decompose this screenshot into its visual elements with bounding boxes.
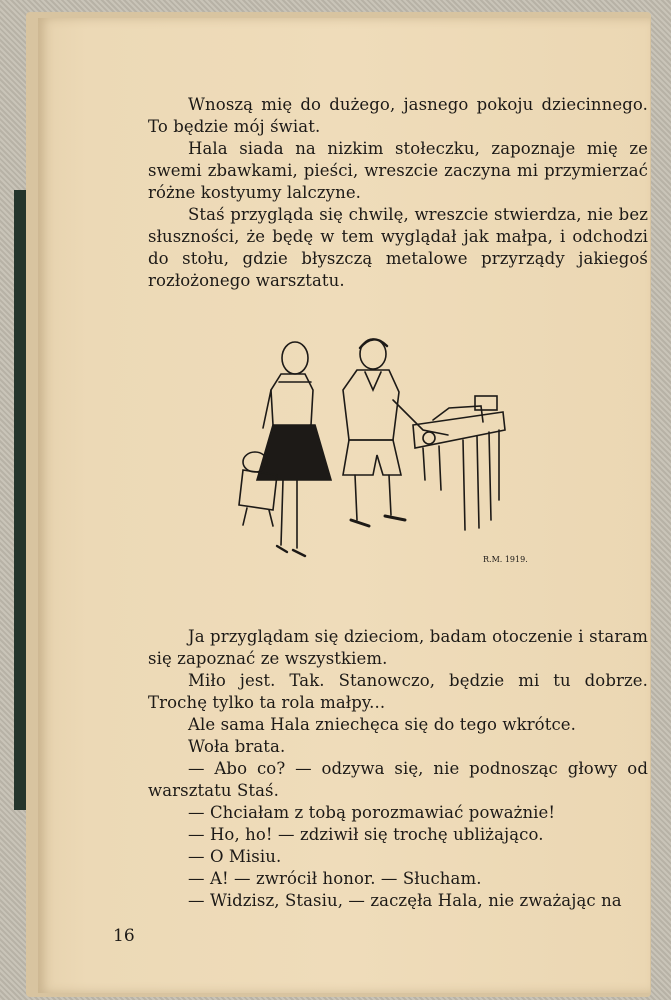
paragraph: Wnoszą mię do dużego, jasnego pokoju dziecinnego. To będzie mój świat.: [148, 95, 648, 136]
dialog-line: — Abo co? — odzywa się, nie podnosząc głowy od warsztatu Staś.: [148, 759, 648, 800]
dialog-line: — A! — zwrócił honor. — Słucham.: [188, 869, 482, 888]
dialog-line: — Widzisz, Stasiu, — zaczęła Hala, nie zważając na: [188, 891, 622, 910]
dialog-line: — Chciałam z tobą porozmawiać poważnie!: [188, 803, 556, 822]
paragraph: Hala siada na nizkim stołeczku, zapoznaje mię ze swemi zbawkami, pieści, wreszcie zaczyna mi przymierzać różne kostyumy lalczyne.: [148, 139, 648, 202]
girl-skirt: [257, 425, 331, 480]
dialog-line: — Ho, ho! — zdziwił się trochę ubliżająco.: [188, 825, 544, 844]
paragraph: Ja przyglądam się dzieciom, badam otoczenie i staram się zapoznać ze wszystkiem.: [148, 627, 648, 668]
page-number: 16: [113, 926, 135, 946]
paragraph: Staś przygląda się chwilę, wreszcie stwierdza, nie bez słuszności, że będę w tem wyglądał jak małpa, i odchodzi do stołu, gdzie błyszczą metalowe przyrządy jakiegoś rozłożonego warsztatu.: [148, 205, 648, 290]
illustration-children-at-workbench: [233, 330, 533, 590]
text-block-top: [148, 94, 648, 292]
dialog-line: — O Misiu.: [188, 847, 282, 866]
paragraph: Woła brata.: [188, 737, 286, 756]
paragraph: Miło jest. Tak. Stanowczo, będzie mi tu dobrze. Trochę tylko ta rola małpy...: [148, 671, 648, 712]
text-block-bottom: [148, 626, 648, 912]
boy-shirt: [343, 370, 399, 440]
paragraph: Ale sama Hala zniechęca się do tego wkrótce.: [188, 715, 576, 734]
girl-head: [282, 342, 308, 374]
book-page: [38, 18, 650, 993]
illustration-signature: R.M. 1919.: [483, 555, 528, 564]
